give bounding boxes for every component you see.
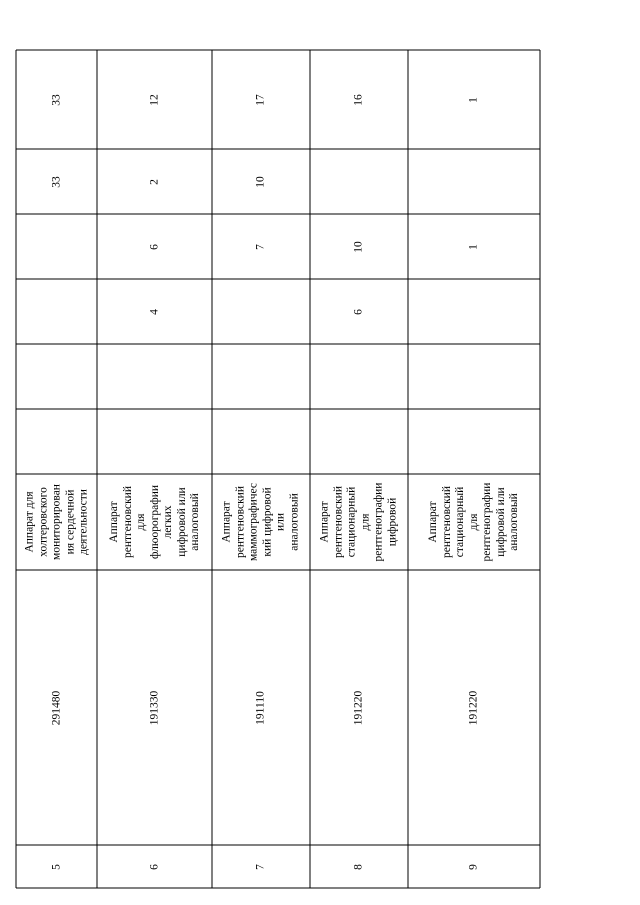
equipment-name-line: рентгеновский [332, 486, 344, 558]
quantity-value: 1 [467, 96, 480, 103]
equipment-name-line: рентгенографии [372, 482, 385, 562]
table-cell-code [212, 570, 310, 845]
table-cell-code [310, 570, 408, 845]
quantity-value: 10 [352, 240, 365, 253]
quantity-value: 6 [147, 243, 160, 250]
equipment-name-line: мониторирован [49, 484, 62, 560]
equipment-name-line: ия сердечной [63, 489, 76, 555]
table-cell-c4 [97, 409, 212, 474]
table-cell-name [212, 474, 310, 570]
table-cell-c8 [310, 149, 408, 214]
table-cell-c8 [212, 149, 310, 214]
table-cell-num [408, 845, 540, 888]
table-cell-code [97, 570, 212, 845]
table-cell-c6 [310, 279, 408, 344]
table-cell-c5 [310, 344, 408, 409]
table-cell-name [16, 474, 97, 570]
quantity-value: 16 [352, 93, 365, 106]
table-cell-c9 [310, 50, 408, 149]
equipment-name-line: или аналоговый [274, 493, 300, 551]
row-number: 6 [147, 863, 160, 870]
table-cell-name [408, 474, 540, 570]
table-cell-c8 [97, 149, 212, 214]
table-cell-c7 [408, 214, 540, 279]
equipment-name-line: аналоговый [507, 493, 520, 551]
row-number: 7 [254, 863, 267, 870]
equipment-name-line: Аппарат для [22, 491, 35, 553]
table-cell-name [97, 474, 212, 570]
equipment-name-line: деятельности [76, 489, 89, 555]
row-number: 8 [352, 863, 365, 870]
quantity-value: 1 [467, 243, 480, 250]
equipment-name-line: цифровой или [494, 487, 507, 557]
table-cell-c7 [212, 214, 310, 279]
quantity-value: 17 [254, 93, 267, 106]
equipment-name-line: Аппарат [107, 501, 120, 543]
table-cell-c6 [408, 279, 540, 344]
quantity-value: 12 [147, 93, 160, 106]
row-number: 9 [467, 863, 480, 870]
table-cell-c4 [310, 409, 408, 474]
equipment-name-line: цифровой или [174, 487, 187, 557]
equipment-name-line: для [467, 513, 480, 531]
equipment-name-line: цифровой [386, 497, 398, 547]
equipment-name-line: холтеровского [36, 487, 49, 557]
table-cell-c8 [408, 149, 540, 214]
table-cell-c6 [212, 279, 310, 344]
table-cell-c9 [97, 50, 212, 149]
table-cell-c4 [16, 409, 97, 474]
quantity-value: 33 [49, 175, 62, 188]
table-cell-c8 [16, 149, 97, 214]
table-cell-num [97, 845, 212, 888]
equipment-code: 291480 [49, 690, 62, 725]
quantity-value: 10 [254, 175, 267, 188]
equipment-name-line: аналоговый [188, 493, 201, 551]
equipment-name-line: рентгеновский [120, 486, 133, 558]
equipment-code: 191110 [254, 690, 267, 725]
table-cell-num [16, 845, 97, 888]
equipment-name-line: стационарный [345, 486, 358, 558]
equipment-name [107, 485, 202, 559]
quantity-value: 33 [49, 93, 62, 106]
table-cell-c9 [212, 50, 310, 149]
equipment-name-line: рентгенографии [480, 482, 493, 562]
quantity-value: 2 [147, 178, 160, 185]
table-cell-c6 [97, 279, 212, 344]
table-cell-c4 [212, 409, 310, 474]
table-cell-c5 [408, 344, 540, 409]
table-cell-c7 [310, 214, 408, 279]
quantity-value: 7 [254, 243, 267, 250]
equipment-name-line: кий цифровой [261, 487, 273, 557]
equipment-name-line: маммографичес [247, 482, 260, 562]
table-cell-c7 [97, 214, 212, 279]
quantity-value: 4 [147, 308, 160, 315]
table-cell-code [408, 570, 540, 845]
equipment-name-line: для [134, 513, 147, 531]
equipment-code: 191220 [352, 690, 365, 725]
equipment-name [319, 483, 400, 562]
table-cell-num [310, 845, 408, 888]
table-cell-c5 [97, 344, 212, 409]
equipment-name-line: рентгеновский [440, 486, 453, 558]
table-cell-c5 [212, 344, 310, 409]
equipment-name-line: Аппарат [220, 501, 233, 543]
equipment-name [23, 484, 91, 560]
table-cell-c6 [16, 279, 97, 344]
equipment-name-line: Аппарат [426, 501, 439, 543]
equipment-name-line: легких [161, 505, 174, 539]
equipment-code: 191220 [467, 690, 480, 725]
row-number: 5 [49, 863, 62, 870]
equipment-name-line: флюорографии [147, 484, 160, 560]
equipment-name-line: Аппарат [318, 501, 331, 543]
table-cell-c4 [408, 409, 540, 474]
equipment-code: 191330 [147, 690, 160, 725]
equipment-name [221, 483, 302, 561]
table-cell-c7 [16, 214, 97, 279]
equipment-name-line: рентгеновский [234, 486, 246, 558]
table-cell-c5 [16, 344, 97, 409]
table-cell-code [16, 570, 97, 845]
equipment-name [427, 483, 522, 562]
table-cell-name [310, 474, 408, 570]
equipment-name-line: стационарный [453, 486, 466, 558]
quantity-value: 6 [352, 308, 365, 315]
table-cell-c9 [16, 50, 97, 149]
table-cell-num [212, 845, 310, 888]
table-cell-c9 [408, 50, 540, 149]
equipment-name-line: для [359, 513, 371, 531]
